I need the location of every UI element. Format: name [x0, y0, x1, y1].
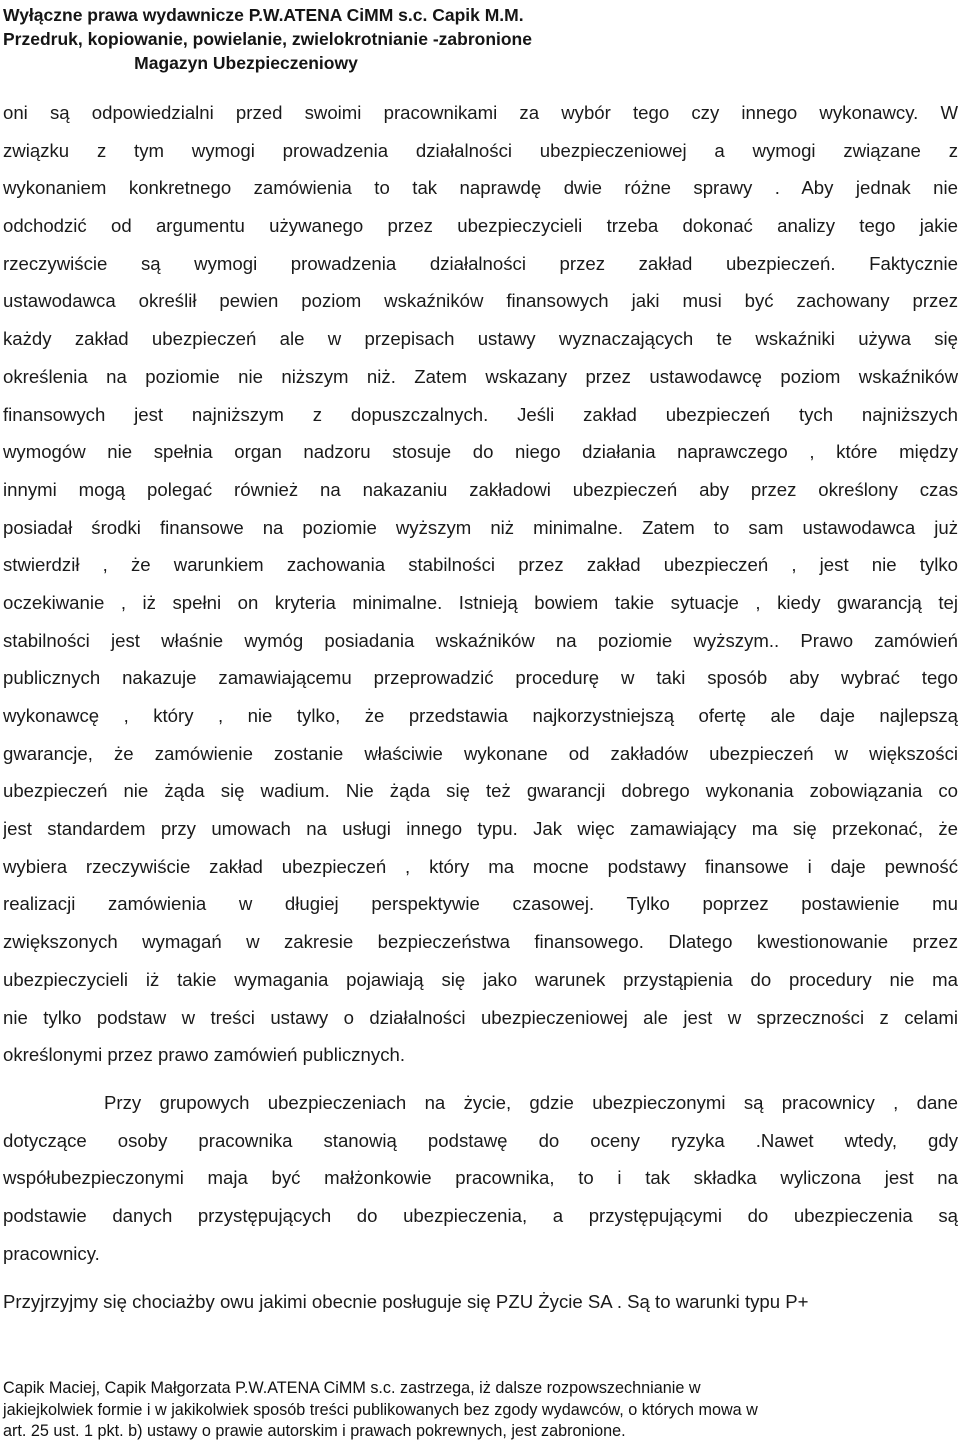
text-line: innymi mogą polegać również na nakazaniu zakładowi ubezpieczeń aby przez określony czas — [3, 478, 958, 500]
text-line: określenia na poziomie nie niższym niż. Zatem wskazany przez ustawodawcę poziom wskaźników — [3, 365, 958, 387]
text-line: ustawodawca określił pewien poziom wskaźników finansowych jaki musi być zachowany przez — [3, 290, 958, 312]
text-line: realizacji zamówienia w długiej perspektywie czasowej. Tylko poprzez postawienie mu — [3, 893, 958, 915]
text-line: oni są odpowiedzialni przed swoimi pracownikami za wybór tego czy innego wykonawcy. W — [3, 102, 958, 123]
text-line: gwarancje, że zamówienie zostanie właściwie wykonane od zakładów ubezpieczeń w większości — [3, 742, 958, 764]
text-line: każdy zakład ubezpieczeń ale w przepisach ustawy wyznaczających te wskaźniki używa się — [3, 328, 958, 350]
text-line: wykonaniem konkretnego zamówienia to tak naprawdę dwie różne sprawy . Aby jednak nie — [3, 177, 958, 199]
footer-line-1: Capik Maciej, Capik Małgorzata P.W.ATENA CiMM s.c. zastrzega, iż dalsze rozpowszechnianie w — [3, 1379, 701, 1397]
copyright-footer — [3, 1378, 953, 1443]
text-line: finansowych jest najniższym z dopuszczalnych. Jeśli zakład ubezpieczeń tych najniższych — [3, 403, 958, 425]
text-line: ubezpieczeń nie żąda się wadium. Nie żąda się też gwarancji dobrego wykonania zobowiązania co — [3, 780, 958, 802]
paragraph-3 — [3, 1283, 958, 1321]
header-line-2: Przedruk, kopiowanie, powielanie, zwielokrotnianie -zabronione — [3, 29, 532, 49]
footer-line-3: art. 25 ust. 1 pkt. b) ustawy o prawie autorskim i prawach pokrewnych, jest zabronione. — [3, 1422, 626, 1440]
text-line: współubezpieczonymi maja być małżonkowie pracownika, to i tak składka wyliczona jest na — [3, 1167, 958, 1189]
text-line: wykonawcę , który , nie tylko, że przedstawia najkorzystniejszą ofertę ale daje najlepszą — [3, 705, 958, 726]
text-line: wybiera rzeczywiście zakład ubezpieczeń , który ma mocne podstawy finansowe i daje pewność — [3, 855, 958, 877]
text-line: jest standardem przy umowach na usługi innego typu. Jak więc zamawiający ma się przekonać, że — [3, 818, 958, 840]
article-body — [3, 94, 958, 1321]
text-line: Przyjrzyjmy się chociażby owu jakimi obecnie posługuje się PZU Życie SA . Są to warunki typu P+ — [3, 1291, 809, 1313]
text-line: nie tylko podstaw w treści ustawy o działalności ubezpieczeniowej ale jest w sprzeczności z celami — [3, 1006, 958, 1028]
copyright-header — [3, 3, 953, 75]
header-line-1: Wyłączne prawa wydawnicze P.W.ATENA CiMM s.c. Capik M.M. — [3, 5, 524, 25]
text-line: oczekiwanie , iż spełni on kryteria minimalne. Istnieją bowiem takie sytuacje , kiedy gwarancją tej — [3, 591, 958, 613]
text-line: podstawie danych przystępujących do ubezpieczenia, a przystępującymi do ubezpieczenia są — [3, 1204, 958, 1226]
text-line: publicznych nakazuje zamawiającemu przeprowadzić procedurę w taki sposób aby wybrać tego — [3, 667, 958, 689]
text-line: pracownicy. — [3, 1242, 100, 1264]
text-line: wymogów nie spełnia organ nadzoru stosuje do niego działania naprawczego , które między — [3, 441, 958, 463]
text-line: stwierdził , że warunkiem zachowania stabilności przez zakład ubezpieczeń , jest nie tylko — [3, 554, 958, 576]
text-line: posiadał środki finansowe na poziomie wyższym niż minimalne. Zatem to sam ustawodawca już — [3, 516, 958, 538]
text-line: Przy grupowych ubezpieczeniach na życie, gdzie ubezpieczonymi są pracownicy , dane — [104, 1091, 958, 1113]
paragraph-2 — [3, 1084, 958, 1272]
text-line: określonymi przez prawo zamówień publicznych. — [3, 1044, 405, 1066]
paragraph-1 — [3, 94, 958, 1074]
header-line-3: Magazyn Ubezpieczeniowy — [134, 53, 358, 73]
footer-line-2: jakiejkolwiek formie i w jakikolwiek sposób treści publikowanych bez zgody wydawców, o których mowa w — [3, 1400, 758, 1419]
text-line: związku z tym wymogi prowadzenia działalności ubezpieczeniowej a wymogi związane z — [3, 139, 958, 161]
text-line: dotyczące osoby pracownika stanowią podstawę do oceny ryzyka .Nawet wtedy, gdy — [3, 1129, 958, 1151]
text-line: zwiększonych wymagań w zakresie bezpieczeństwa finansowego. Dlatego kwestionowanie przez — [3, 931, 958, 953]
text-line: stabilności jest właśnie wymóg posiadania wskaźników na poziomie wyższym.. Prawo zamówień — [3, 629, 958, 651]
text-line: rzeczywiście są wymogi prowadzenia działalności przez zakład ubezpieczeń. Faktycznie — [3, 252, 958, 274]
text-line: ubezpieczycieli iż takie wymagania pojawiają się jako warunek przystąpienia do procedury nie ma — [3, 968, 958, 990]
text-line: odchodzić od argumentu używanego przez ubezpieczycieli trzeba dokonać analizy tego jakie — [3, 215, 958, 237]
